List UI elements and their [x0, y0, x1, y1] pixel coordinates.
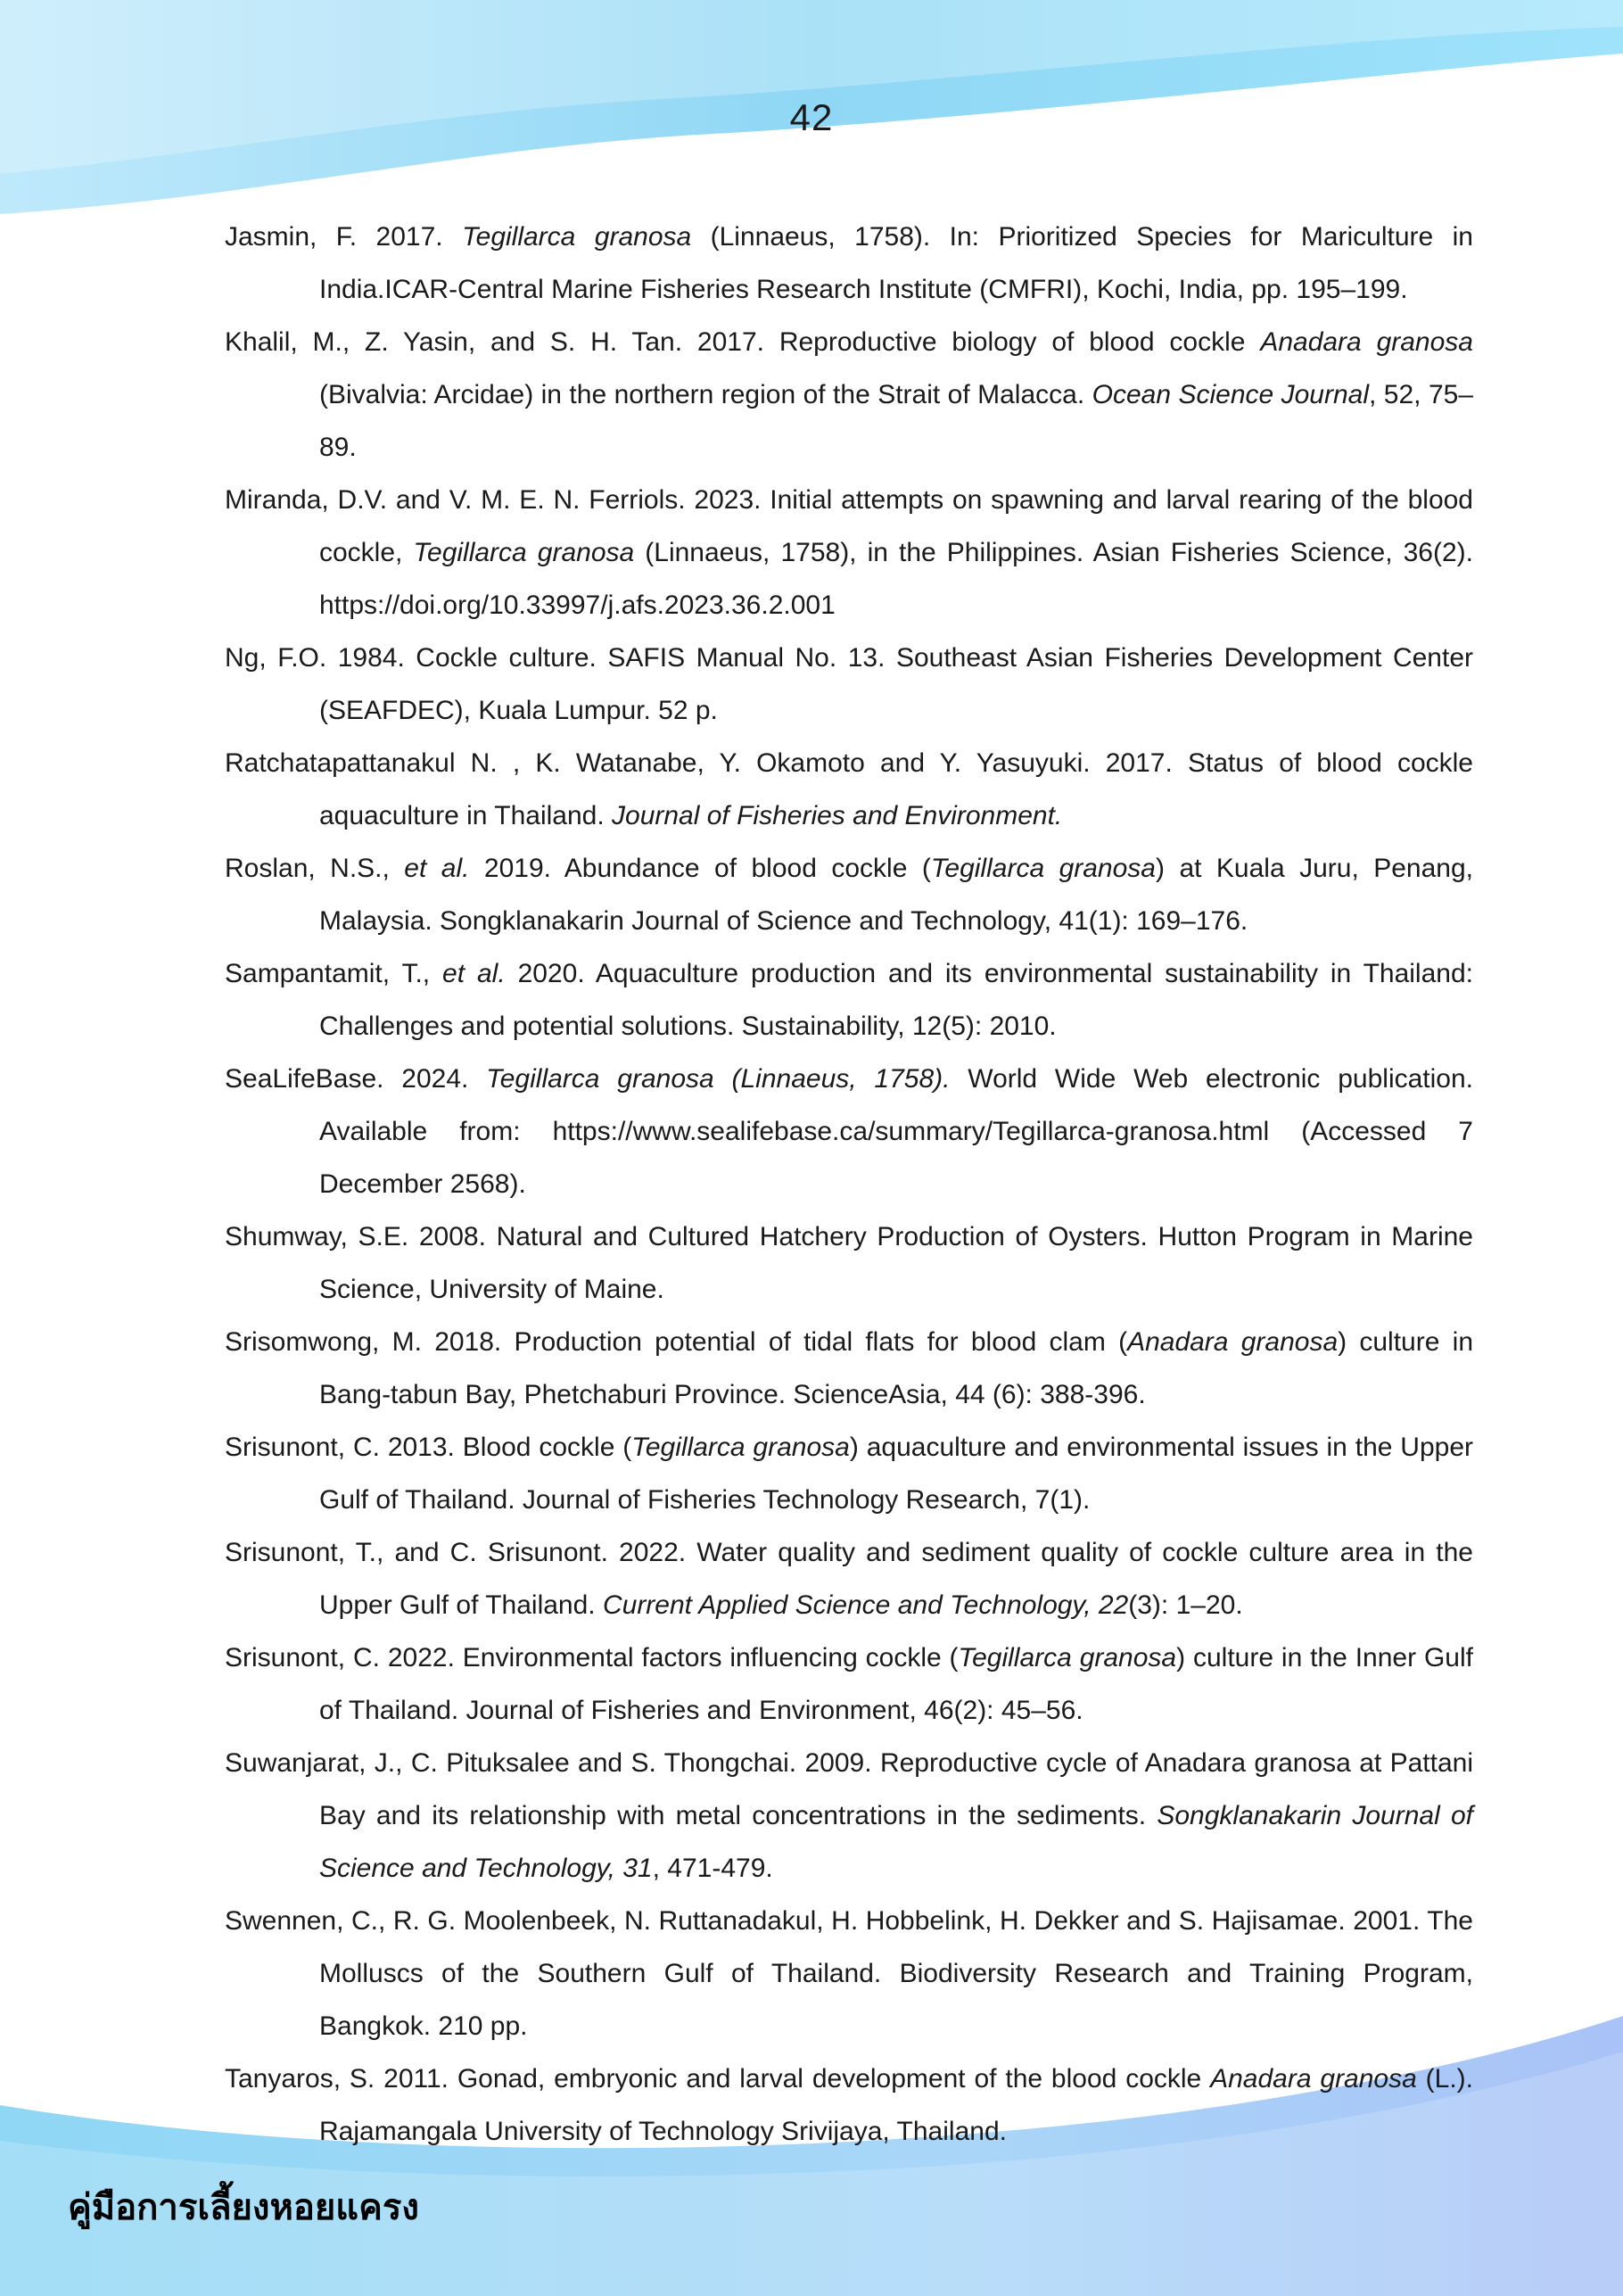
reference-text-segment: Srisunont, C. 2022. Environmental factors influencing cockle ( [225, 1643, 959, 1672]
reference-text-segment: (L.). Rajamangala University of Technology Srivijaya, Thailand. [319, 2064, 1473, 2146]
reference-text-segment: 2019. Abundance of blood cockle ( [469, 854, 931, 883]
reference-italic-segment: Tegillarca granosa [413, 538, 635, 567]
reference-text-segment: Ng, F.O. 1984. Cockle culture. SAFIS Manual No. 13. Southeast Asian Fisheries Development Center (SEAFDEC), Kuala Lumpur. 52 p. [225, 643, 1473, 725]
reference-text-segment: , 471-479. [652, 1854, 773, 1883]
reference-entry [225, 211, 1473, 316]
reference-italic-segment: Anadara granosa [1260, 327, 1473, 357]
reference-entry [225, 1316, 1473, 1421]
reference-italic-segment: Journal of Fisheries and Environment. [612, 801, 1063, 830]
reference-text-segment: World Wide Web electronic publication. Available from: https://www.sealifebase.ca/summary/Tegillarca-granosa.html (Accessed 7 December 2568). [319, 1064, 1473, 1199]
reference-text-segment: Miranda, D.V. and V. M. E. N. Ferriols. 2023. Initial attempts on spawning and larval rearing of the blood cockle, [225, 485, 1473, 567]
reference-entry [225, 1421, 1473, 1526]
reference-list [225, 211, 1473, 2158]
reference-text-segment: Suwanjarat, J., C. Pituksalee and S. Thongchai. 2009. Reproductive cycle of Anadara granosa at Pattani Bay and its relationship with metal concentrations in the sediments. [225, 1748, 1473, 1830]
reference-text-segment: Swennen, C., R. G. Moolenbeek, N. Ruttanadakul, H. Hobbelink, H. Dekker and S. Hajisamae. 2001. The Molluscs of the Southern Gulf of Thailand. Biodiversity Research and Training Program, Bangkok. 210 pp. [225, 1906, 1473, 2041]
reference-text-segment: Jasmin, F. 2017. [225, 222, 463, 252]
reference-entry [225, 947, 1473, 1053]
reference-entry [225, 474, 1473, 632]
reference-text-segment: (Linnaeus, 1758). In: Prioritized Species for Mariculture in India.ICAR-Central Marine Fisheries Research Institute (CMFRI), Kochi, India, pp. 195–199. [319, 222, 1473, 304]
reference-text-segment: (Bivalvia: Arcidae) in the northern region of the Strait of Malacca. [319, 380, 1092, 409]
reference-entry [225, 1631, 1473, 1737]
reference-text-segment: ) at Kuala Juru, Penang, Malaysia. Songklanakarin Journal of Science and Technology, 41(1): 169–176. [319, 854, 1473, 936]
reference-italic-segment: Tegillarca granosa (Linnaeus, 1758). [486, 1064, 951, 1094]
reference-text-segment: (Linnaeus, 1758), in the Philippines. Asian Fisheries Science, 36(2). https://doi.org/10.33997/j.afs.2023.36.2.001 [319, 538, 1473, 620]
reference-italic-segment: et al. [442, 959, 506, 988]
reference-entry [225, 842, 1473, 947]
reference-entry [225, 2052, 1473, 2158]
reference-italic-segment: Tegillarca granosa [631, 1433, 850, 1462]
reference-entry [225, 1737, 1473, 1895]
reference-text-segment: Shumway, S.E. 2008. Natural and Cultured Hatchery Production of Oysters. Hutton Program in Marine Science, University of Maine. [225, 1222, 1473, 1304]
reference-entry [225, 737, 1473, 842]
reference-entry [225, 1210, 1473, 1316]
reference-text-segment: ) culture in Bang-tabun Bay, Phetchaburi Province. ScienceAsia, 44 (6): 388-396. [319, 1327, 1473, 1409]
reference-entry [225, 1895, 1473, 2052]
reference-text-segment: Srisomwong, M. 2018. Production potential of tidal flats for blood clam ( [225, 1327, 1128, 1357]
reference-italic-segment: Tegillarca granosa [462, 222, 692, 252]
reference-italic-segment: Current Applied Science and Technology, 22 [602, 1590, 1129, 1620]
reference-text-segment: 2020. Aquaculture production and its environmental sustainability in Thailand: Challenges and potential solutions. Sustainability, 12(5): 2010. [319, 959, 1473, 1041]
footer-book-title: คู่มือการเลี้ยงหอยแครง [68, 2187, 419, 2228]
reference-text-segment: ) culture in the Inner Gulf of Thailand. Journal of Fisheries and Environment, 46(2): 45–56. [319, 1643, 1473, 1725]
reference-text-segment: Srisunont, C. 2013. Blood cockle ( [225, 1433, 632, 1462]
reference-entry [225, 632, 1473, 737]
reference-text-segment: SeaLifeBase. 2024. [225, 1064, 487, 1094]
reference-entry [225, 1053, 1473, 1210]
reference-italic-segment: Ocean Science Journal [1092, 380, 1370, 409]
reference-entry [225, 1526, 1473, 1631]
reference-text-segment: Srisunont, T., and C. Srisunont. 2022. Water quality and sediment quality of cockle culture area in the Upper Gulf of Thailand. [225, 1538, 1473, 1620]
reference-text-segment: Khalil, M., Z. Yasin, and S. H. Tan. 2017. Reproductive biology of blood cockle [225, 327, 1261, 357]
reference-text-segment: ) aquaculture and environmental issues in the Upper Gulf of Thailand. Journal of Fisheries Technology Research, 7(1). [319, 1433, 1474, 1515]
reference-italic-segment: Anadara granosa [1210, 2064, 1417, 2094]
reference-text-segment: Tanyaros, S. 2011. Gonad, embryonic and larval development of the blood cockle [225, 2064, 1211, 2094]
reference-italic-segment: Tegillarca granosa [930, 854, 1156, 883]
reference-text-segment: Ratchatapattanakul N. , K. Watanabe, Y. Okamoto and Y. Yasuyuki. 2017. Status of blood cockle aquaculture in Thailand. [225, 748, 1473, 830]
reference-italic-segment: Tegillarca granosa [958, 1643, 1177, 1672]
reference-text-segment: , 52, 75–89. [319, 380, 1474, 462]
reference-italic-segment: et al. [404, 854, 470, 883]
page-number: 42 [789, 96, 834, 138]
reference-text-segment: Roslan, N.S., [225, 854, 405, 883]
reference-entry [225, 316, 1473, 474]
reference-italic-segment: Songklanakarin Journal of Science and Technology, 31 [319, 1801, 1474, 1883]
reference-italic-segment: Anadara granosa [1127, 1327, 1339, 1357]
reference-text-segment: Sampantamit, T., [225, 959, 443, 988]
reference-text-segment: (3): 1–20. [1128, 1590, 1243, 1620]
